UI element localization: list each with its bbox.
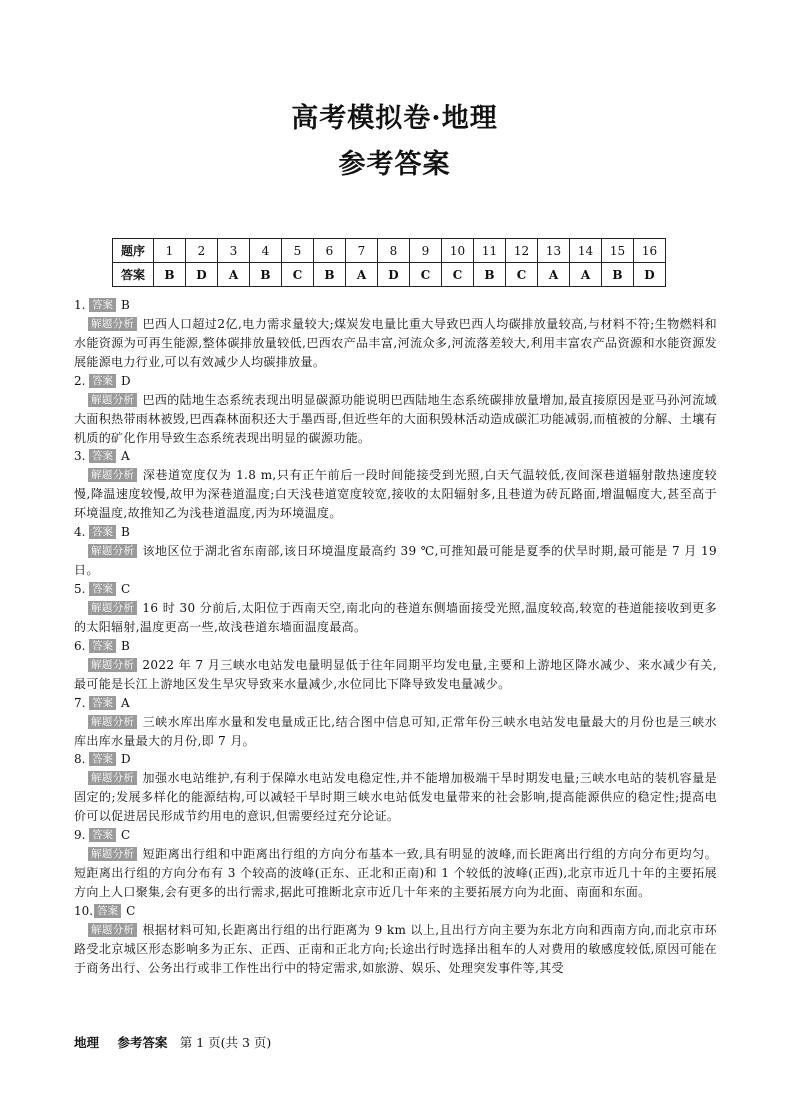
question-item [74, 750, 717, 826]
question-item [74, 580, 717, 637]
answer-cell: A [538, 263, 570, 287]
page-subtitle: 参考答案 [338, 149, 451, 180]
footer-page-number: 第 1 页(共 3 页) [179, 1035, 272, 1050]
question-number: 4. [74, 525, 86, 540]
question-item [74, 523, 717, 580]
answer-value: A [121, 449, 130, 464]
question-number: 5. [74, 581, 86, 596]
answer-value: C [126, 903, 136, 918]
question-number-row [113, 239, 666, 263]
answer-label-tag: 答案 [89, 582, 116, 596]
answer-explanations [74, 296, 717, 978]
answer-label-tag: 答案 [89, 639, 116, 653]
answer-key-table [112, 238, 666, 287]
question-number-cell: 13 [538, 239, 570, 263]
answer-line [74, 902, 717, 921]
question-number-cell: 15 [602, 239, 634, 263]
answer-cell: C [442, 263, 474, 287]
question-item [74, 902, 717, 978]
answer-label-tag: 答案 [89, 374, 116, 388]
question-number: 6. [74, 638, 86, 653]
analysis-label-tag: 解题分析 [88, 601, 137, 615]
answer-label-tag: 答案 [89, 449, 116, 463]
answer-cell: A [346, 263, 378, 287]
answer-cell: D [378, 263, 410, 287]
analysis-label-tag: 解题分析 [88, 847, 137, 861]
question-number-header: 题序 [113, 239, 154, 263]
answer-cell: B [314, 263, 346, 287]
footer-subject: 地理 [74, 1035, 100, 1050]
analysis-paragraph [74, 542, 717, 580]
answer-line [74, 750, 717, 769]
question-number-cell: 6 [314, 239, 346, 263]
answer-line [74, 296, 717, 315]
answer-cell: C [282, 263, 314, 287]
page-title: 高考模拟卷·地理 [291, 103, 498, 134]
analysis-label-tag: 解题分析 [88, 923, 137, 937]
answer-line [74, 523, 717, 542]
question-number-cell: 2 [186, 239, 218, 263]
question-number-cell: 12 [506, 239, 538, 263]
analysis-paragraph [74, 921, 717, 978]
analysis-paragraph [74, 656, 717, 694]
analysis-label-tag: 解题分析 [88, 393, 137, 407]
question-number-cell: 4 [250, 239, 282, 263]
question-number: 2. [74, 373, 86, 388]
analysis-label-tag: 解题分析 [88, 544, 137, 558]
analysis-paragraph [74, 769, 717, 826]
answer-line [74, 447, 717, 466]
analysis-text: 短距离出行组和中距离出行组的方向分布基本一致,具有明显的波峰,而长距离出行组的方向分布更均匀。短距离出行组的方向分布有 3 个较高的波峰(正东、正北和正南)和 1 个较低的波峰(正西),北京市近几十年的主要拓展方向上人口聚集,会有更多的出行需求,据此可推断北京市近几十年来的主要拓展方向为北面、南面和东面。 [74, 847, 717, 899]
question-number: 1. [74, 298, 86, 312]
analysis-paragraph [74, 845, 717, 902]
analysis-paragraph [74, 466, 717, 523]
question-number-cell: 7 [346, 239, 378, 263]
question-number-cell: 10 [442, 239, 474, 263]
analysis-text: 根据材料可知,长距离出行组的出行距离为 9 km 以上,且出行方向主要为东北方向和西南方向,而北京市环路受北京城区形态影响多为正东、正西、正南和正北方向;长途出行时选择出租车的人对费用的敏感度较低,原因可能在于商务出行、公务出行或非工作性出行中的特定需求,如旅游、娱乐、处理突发事件等,其受 [74, 922, 717, 975]
answer-label-tag: 答案 [89, 828, 116, 842]
question-item [74, 372, 717, 448]
answer-label-tag: 答案 [89, 752, 116, 766]
analysis-text: 该地区位于湖北省东南部,该日环境温度最高约 39 ℃,可推知最可能是夏季的伏旱时期,最可能是 7 月 19 日。 [74, 544, 717, 578]
analysis-text: 深巷道宽度仅为 1.8 m,只有正午前后一段时间能接受到光照,白天气温较低,夜间深巷道辐射散热速度较慢,降温速度较慢,故甲为深巷道温度;白天浅巷道宽度较宽,接收的太阳辐射多,且巷道为砖瓦路面,增温幅度大,甚至高于环境温度,故推知乙为浅巷道温度,丙为环境温度。 [74, 468, 717, 521]
question-number-cell: 9 [410, 239, 442, 263]
answer-line [74, 694, 717, 713]
page-footer [74, 1033, 285, 1051]
question-number-cell: 16 [634, 239, 666, 263]
answer-value: C [121, 828, 131, 843]
question-number-cell: 11 [474, 239, 506, 263]
answer-value: B [121, 298, 130, 312]
answer-label-tag: 答案 [89, 298, 116, 312]
answer-value: B [121, 525, 130, 540]
answer-cell: B [154, 263, 186, 287]
analysis-text: 三峡水库出库水量和发电量成正比,结合图中信息可知,正常年份三峡水电站发电量最大的月份也是三峡水库出库水量最大的月份,即 7 月。 [74, 714, 717, 748]
analysis-text: 2022 年 7 月三峡水电站发电量明显低于往年同期平均发电量,主要和上游地区降水减少、来水减少有关,最可能是长江上游地区发生旱灾导致来水量减少,水位同比下降导致发电量减少。 [74, 657, 717, 691]
answer-cell: B [250, 263, 282, 287]
question-number: 9. [74, 828, 86, 843]
question-number-cell: 14 [570, 239, 602, 263]
answer-label-tag: 答案 [89, 525, 116, 539]
question-item [74, 826, 717, 902]
answer-row [113, 263, 666, 287]
question-number-cell: 3 [218, 239, 250, 263]
question-number-cell: 5 [282, 239, 314, 263]
question-item [74, 447, 717, 523]
answer-value: D [121, 752, 131, 767]
analysis-text: 16 时 30 分前后,太阳位于西南天空,南北向的巷道东侧墙面接受光照,温度较高,较宽的巷道能接收到更多的太阳辐射,温度更高一些,故浅巷道东墙面温度最高。 [74, 600, 717, 634]
answer-line [74, 372, 717, 391]
question-item [74, 296, 717, 372]
analysis-label-tag: 解题分析 [88, 468, 137, 482]
analysis-paragraph [74, 315, 717, 372]
question-number: 7. [74, 695, 86, 710]
analysis-text: 巴西的陆地生态系统表现出明显碳源功能说明巴西陆地生态系统碳排放量增加,最直接原因是亚马孙河流域大面积热带雨林被毁,巴西森林面积还大于墨西哥,但近些年的大面积毁林活动造成碳汇功能减弱,而植被的分解、土壤有机质的矿化作用导致生态系统表现出明显的碳源功能。 [74, 392, 717, 445]
answer-line [74, 826, 717, 845]
answer-cell: B [474, 263, 506, 287]
question-item [74, 637, 717, 694]
question-number: 10. [74, 903, 94, 918]
answer-cell: D [186, 263, 218, 287]
footer-doc: 参考答案 [117, 1035, 168, 1050]
question-number-cell: 8 [378, 239, 410, 263]
analysis-paragraph [74, 391, 717, 448]
answer-cell: C [506, 263, 538, 287]
question-number: 8. [74, 752, 86, 767]
question-number: 3. [74, 449, 86, 464]
analysis-text: 加强水电站维护,有利于保障水电站发电稳定性,并不能增加极端干旱时期发电量;三峡水电站的装机容量是固定的;发展多样化的能源结构,可以减轻干旱时期三峡水电站低发电量带来的社会影响,提高能源供应的稳定性;提高电价可以促进居民形成节约用电的意识,但需要经过充分论证。 [74, 771, 717, 824]
answer-label-tag: 答案 [94, 904, 121, 918]
analysis-label-tag: 解题分析 [88, 317, 137, 331]
answer-line [74, 637, 717, 656]
answer-cell: B [602, 263, 634, 287]
analysis-label-tag: 解题分析 [88, 658, 137, 672]
answer-line [74, 580, 717, 599]
answer-cell: A [570, 263, 602, 287]
answer-label-tag: 答案 [89, 696, 116, 710]
analysis-paragraph [74, 599, 717, 637]
analysis-paragraph [74, 713, 717, 751]
analysis-label-tag: 解题分析 [88, 771, 137, 785]
answer-value: C [121, 581, 131, 596]
question-item [74, 694, 717, 751]
analysis-label-tag: 解题分析 [88, 715, 137, 729]
answer-cell: C [410, 263, 442, 287]
answer-header: 答案 [113, 263, 154, 287]
answer-cell: A [218, 263, 250, 287]
question-number-cell: 1 [154, 239, 186, 263]
answer-cell: D [634, 263, 666, 287]
answer-value: D [121, 373, 131, 388]
analysis-text: 巴西人口超过2亿,电力需求量较大;煤炭发电量比重大导致巴西人均碳排放量较高,与材料不符;生物燃料和水能资源为可再生能源,整体碳排放量较低,巴西农产品丰富,河流众多,河流落差较大,利用丰富农产品资源和水能资源发展能源电力行业,可以有效减少人均碳排放量。 [74, 317, 717, 369]
answer-value: B [121, 638, 130, 653]
answer-value: A [121, 695, 130, 710]
